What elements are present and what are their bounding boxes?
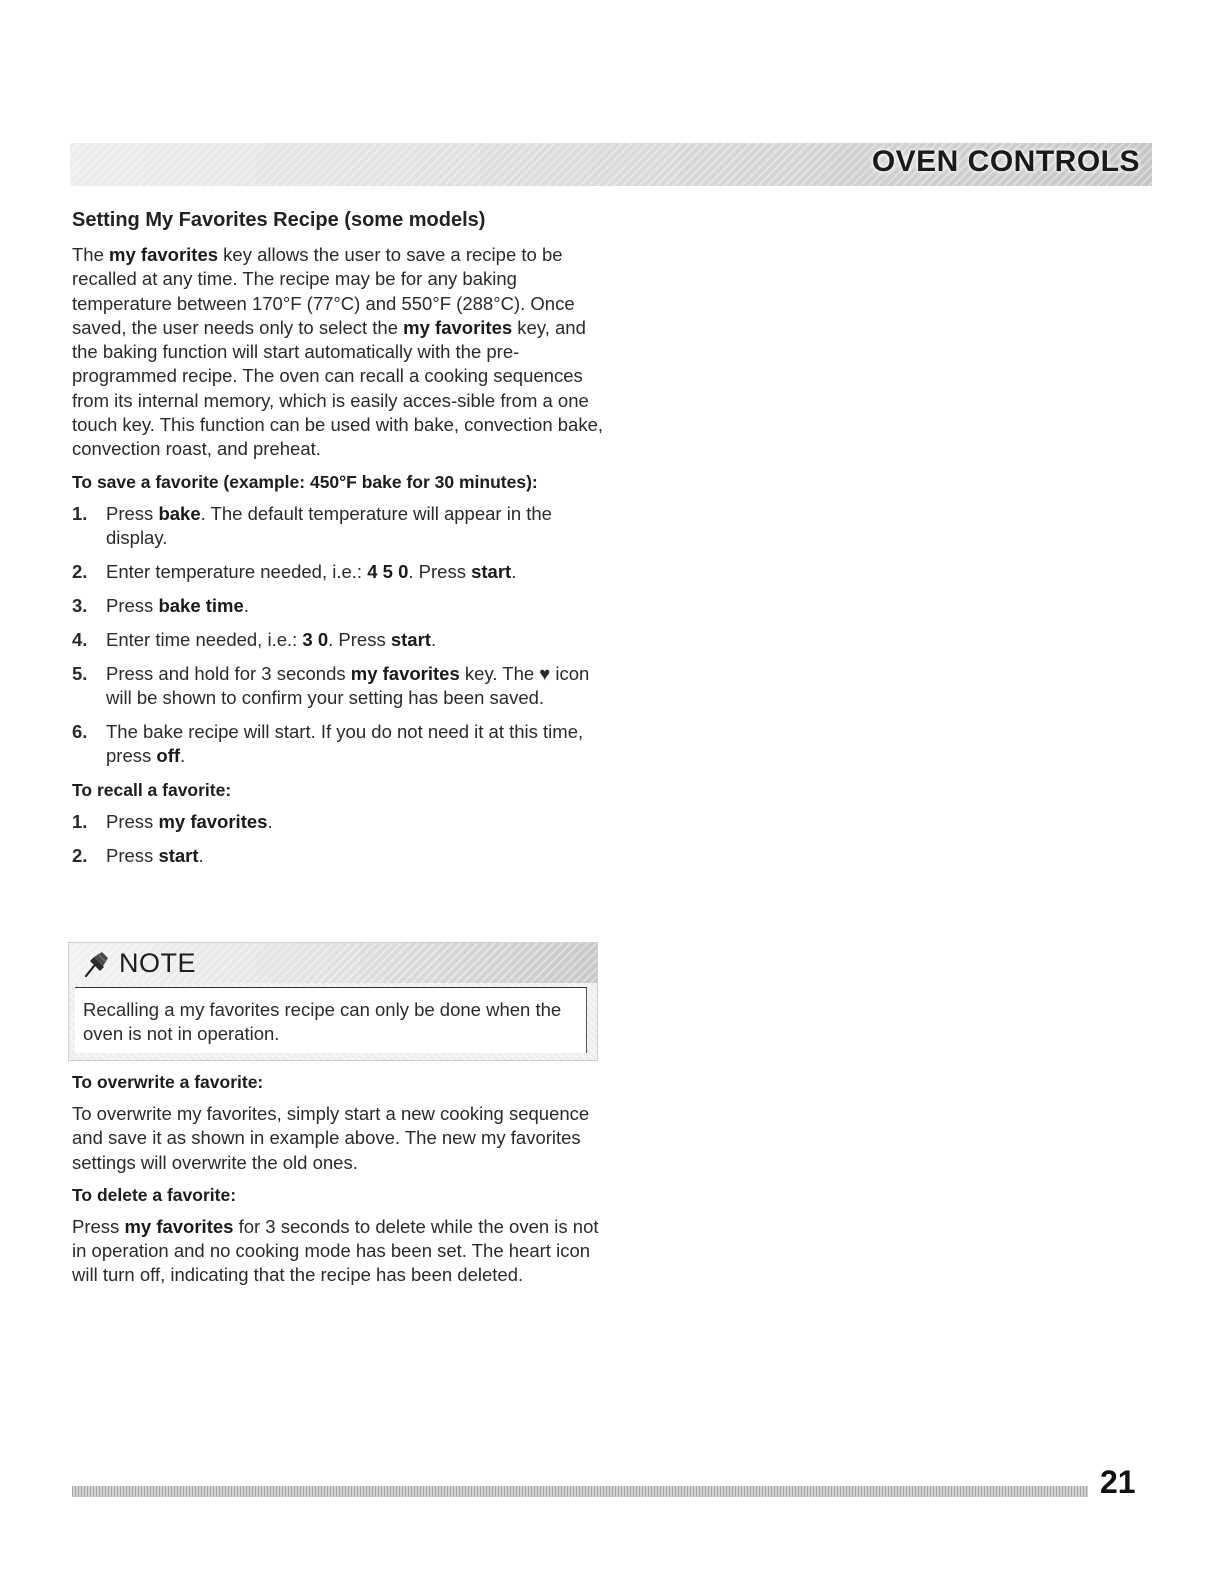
list-item: 2. Press start. [72,844,204,866]
section-header-bar [70,143,1152,186]
save-favorite-subhead: To save a favorite (example: 450°F bake for 30 minutes): [72,471,538,492]
list-item: 3. Press bake time. [72,594,249,616]
save-steps-list [72,502,604,768]
delete-favorite-subhead: To delete a favorite: [72,1184,237,1205]
section-title: OVEN CONTROLS [871,145,1140,178]
recall-steps-list [72,810,604,868]
note-title: NOTE [119,948,197,978]
list-item: 6. The bake recipe will start. If you do not need it at this time, press off. [72,720,584,766]
list-item: 5. Press and hold for 3 seconds my favorites key. The ♥ icon will be shown to confirm your setting has been saved. [72,662,590,708]
overwrite-paragraph: To overwrite my favorites, simply start a new cooking sequence and save it as shown in example above. The new my favorites settings will overwrite the old ones. [72,1103,590,1173]
list-item: 4. Enter time needed, i.e.: 3 0. Press start. [72,628,437,650]
list-item: 1. Press bake. The default temperature will appear in the display. [72,502,552,548]
page-heading: Setting My Favorites Recipe (some models) [72,209,486,231]
overwrite-favorite-subhead: To overwrite a favorite: [72,1072,264,1092]
note-header [69,943,597,983]
list-item: 1. Press my favorites. [72,810,273,832]
note-text: Recalling a my favorites recipe can only be done when the oven is not in operation. [75,987,587,1053]
main-column [72,207,604,878]
note-box [68,942,598,1061]
list-item: 2. Enter temperature needed, i.e.: 4 5 0. Press start. [72,560,517,582]
intro-paragraph: The my favorites key allows the user to save a recipe to be recalled at any time. The recipe may be for any baking temperature between 170°F (77°C) and 550°F (288°C). Once saved, the user needs only to select the my favorites key, and the baking function will start automatically with the pre-programmed recipe. The oven can recall a cooking sequences from its internal memory, which is easily acces-sible from a one touch key. This function can be used with bake, convection bake, convection roast, and preheat. [72,244,603,460]
page-number: 21 [1100,1464,1136,1500]
delete-paragraph: Press my favorites for 3 seconds to delete while the oven is not in operation and no cooking mode has been set. The heart icon will turn off, indicating that the recipe has been deleted. [72,1215,599,1286]
footer-bar [72,1486,1088,1497]
pushpin-icon [81,949,111,984]
recall-favorite-subhead: To recall a favorite: [72,779,232,800]
secondary-column [72,1062,604,1296]
